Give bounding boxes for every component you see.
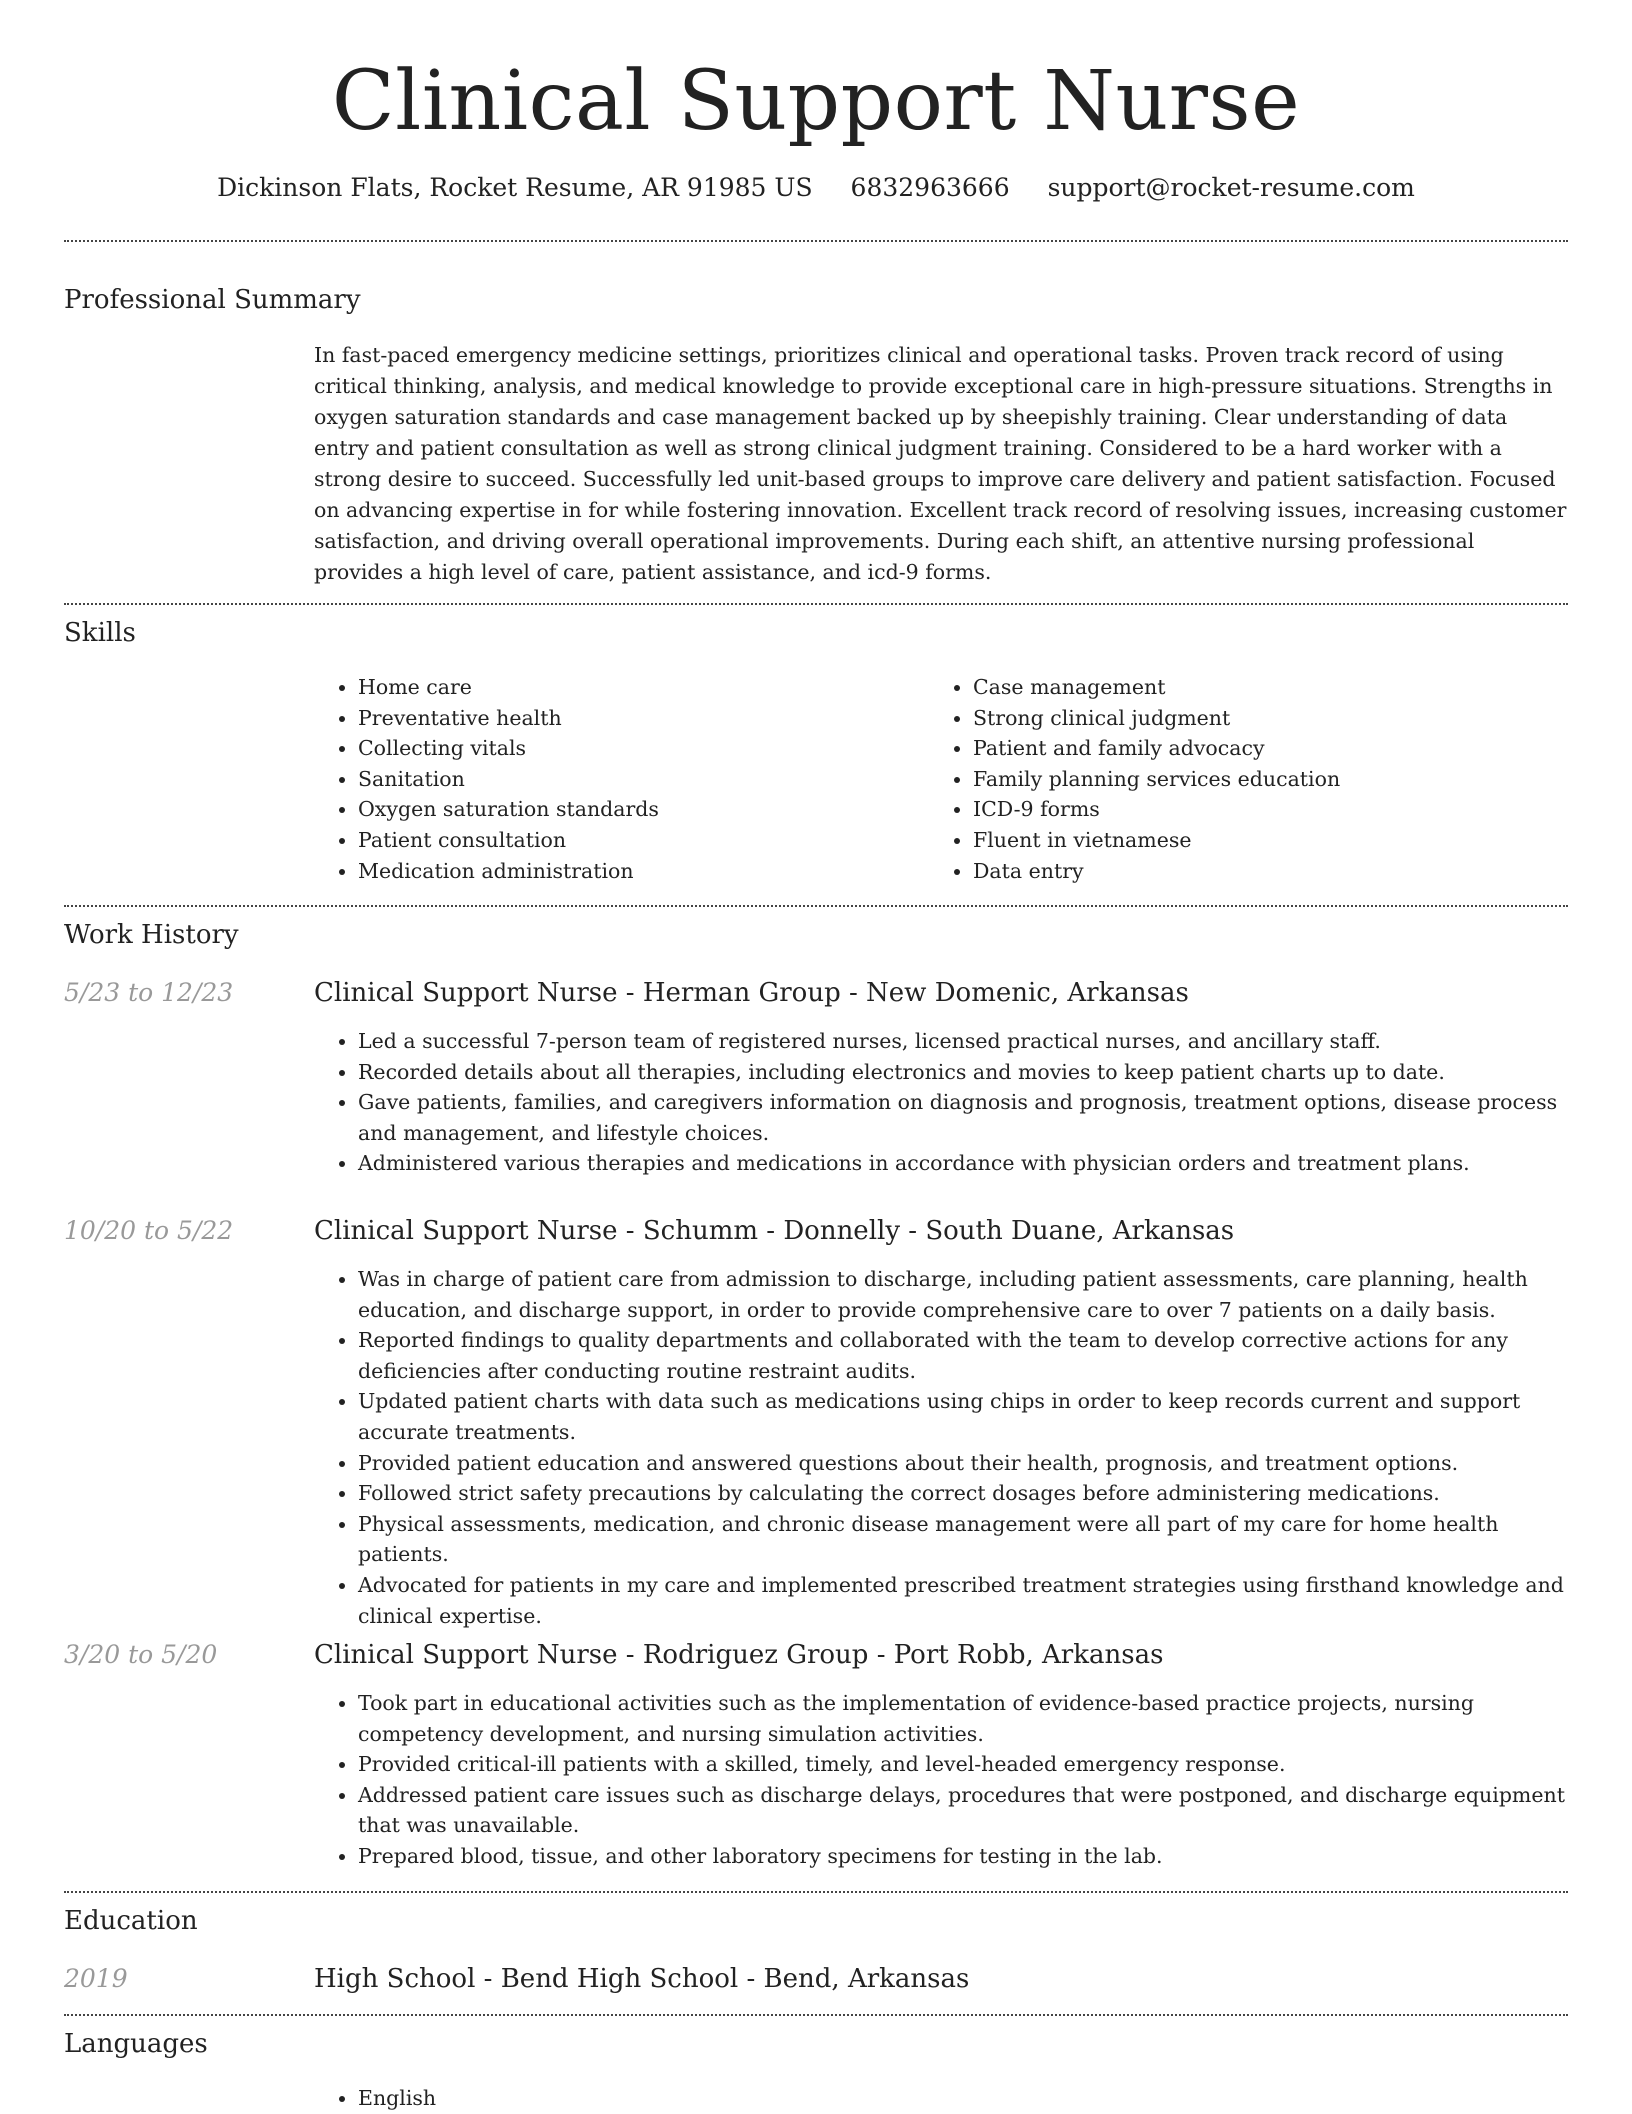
skill-item: • Patient and family advocacy [973, 733, 1529, 764]
skill-item: • Medication administration [358, 856, 914, 887]
skill-item: • Data entry [973, 856, 1529, 887]
summary-heading: Professional Summary [64, 285, 361, 315]
skill-item: • Fluent in vietnamese [973, 825, 1529, 856]
job-bullet: • Advocated for patients in my care and implemented prescribed treatment strategies using firsthand knowledge and clinical expertise. [358, 1570, 1568, 1631]
job-dates: 3/20 to 5/20 [64, 1640, 218, 1669]
skill-item: • Family planning services education [973, 764, 1529, 795]
section-divider [64, 2014, 1568, 2016]
job-bullet: • Led a successful 7-person team of registered nurses, licensed practical nurses, and ancillary staff. [358, 1026, 1568, 1057]
education-year: 2019 [64, 1964, 128, 1993]
job-bullet: • Was in charge of patient care from admission to discharge, including patient assessments, care planning, health education, and discharge support, in order to provide comprehensive care to over 7 patients on a daily basis. [358, 1264, 1568, 1325]
skill-item: • Patient consultation [358, 825, 914, 856]
job-bullet: • Administered various therapies and medications in accordance with physician orders and treatment plans. [358, 1148, 1568, 1179]
job-bullets [314, 1264, 1568, 1631]
skill-item: • Sanitation [358, 764, 914, 795]
skill-item: • ICD-9 forms [973, 794, 1529, 825]
job-dates: 10/20 to 5/22 [64, 1216, 234, 1245]
resume-name: Clinical Support Nurse [331, 54, 1301, 149]
contact-line [0, 170, 1632, 206]
skill-item: • Case management [973, 672, 1529, 703]
skills-heading: Skills [64, 618, 136, 648]
skills-column-left [314, 672, 914, 886]
skill-item: • Preventative health [358, 703, 914, 734]
summary-text: In fast-paced emergency medicine settings, prioritizes clinical and operational tasks. Proven track record of using critical thinking, analysis, and medical knowledge to provide exceptional care in high-pressure situations. Strengths in oxygen saturation standards and case management backed up by sheepishly training. Clear understanding of data entry and patient consultation as well as strong clinical judgment training. Considered to be a hard worker with a strong desire to succeed. Successfully led unit-based groups to improve care delivery and patient satisfaction. Focused on advancing expertise in for while fostering innovation. Excellent track record of resolving issues, increasing customer satisfaction, and driving overall operational improvements. During each shift, an attentive nursing professional provides a high level of care, patient assistance, and icd-9 forms. [314, 343, 1567, 584]
section-divider [64, 240, 1568, 242]
job-heading: Clinical Support Nurse - Herman Group - New Domenic, Arkansas [314, 978, 1189, 1008]
skills-column-right [929, 672, 1529, 886]
job-bullet: • Took part in educational activities such as the implementation of evidence-based practice projects, nursing competency development, and nursing simulation activities. [358, 1688, 1568, 1749]
job-bullet: • Addressed patient care issues such as discharge delays, procedures that were postponed, and discharge equipment that was unavailable. [358, 1780, 1568, 1841]
language-item: • English [358, 2083, 1568, 2114]
education-entry: High School - Bend High School - Bend, Arkansas [314, 1964, 970, 1994]
job-bullets [314, 1026, 1568, 1179]
job-bullet: • Gave patients, families, and caregivers information on diagnosis and prognosis, treatment options, disease process and management, and lifestyle choices. [358, 1087, 1568, 1148]
contact-phone: 6832963666 [850, 173, 1010, 202]
section-divider [64, 1891, 1568, 1893]
skill-item: • Collecting vitals [358, 733, 914, 764]
contact-email: support@rocket-resume.com [1047, 173, 1415, 202]
languages-heading: Languages [64, 2029, 208, 2059]
job-bullet: • Prepared blood, tissue, and other laboratory specimens for testing in the lab. [358, 1841, 1568, 1872]
job-bullet: • Followed strict safety precautions by calculating the correct dosages before administering medications. [358, 1478, 1568, 1509]
job-dates: 5/23 to 12/23 [64, 978, 234, 1007]
job-bullet: • Provided critical-ill patients with a skilled, timely, and level-headed emergency response. [358, 1749, 1568, 1780]
job-heading: Clinical Support Nurse - Rodriguez Group - Port Robb, Arkansas [314, 1640, 1164, 1670]
job-bullets [314, 1688, 1568, 1872]
skill-item: • Strong clinical judgment [973, 703, 1529, 734]
job-bullet: • Updated patient charts with data such as medications using chips in order to keep records current and support accurate treatments. [358, 1386, 1568, 1447]
job-bullet: • Provided patient education and answered questions about their health, prognosis, and treatment options. [358, 1448, 1568, 1479]
education-heading: Education [64, 1906, 198, 1936]
skill-item: • Oxygen saturation standards [358, 794, 914, 825]
job-bullet: • Physical assessments, medication, and chronic disease management were all part of my care for home health patients. [358, 1509, 1568, 1570]
work-history-heading: Work History [64, 920, 239, 950]
contact-address: Dickinson Flats, Rocket Resume, AR 91985 US [217, 173, 813, 202]
job-bullet: • Recorded details about all therapies, including electronics and movies to keep patient charts up to date. [358, 1057, 1568, 1088]
languages-list [314, 2083, 1568, 2114]
section-divider [64, 905, 1568, 907]
job-heading: Clinical Support Nurse - Schumm - Donnelly - South Duane, Arkansas [314, 1216, 1235, 1246]
job-bullet: • Reported findings to quality departments and collaborated with the team to develop corrective actions for any deficiencies after conducting routine restraint audits. [358, 1325, 1568, 1386]
section-divider [64, 603, 1568, 605]
skill-item: • Home care [358, 672, 914, 703]
